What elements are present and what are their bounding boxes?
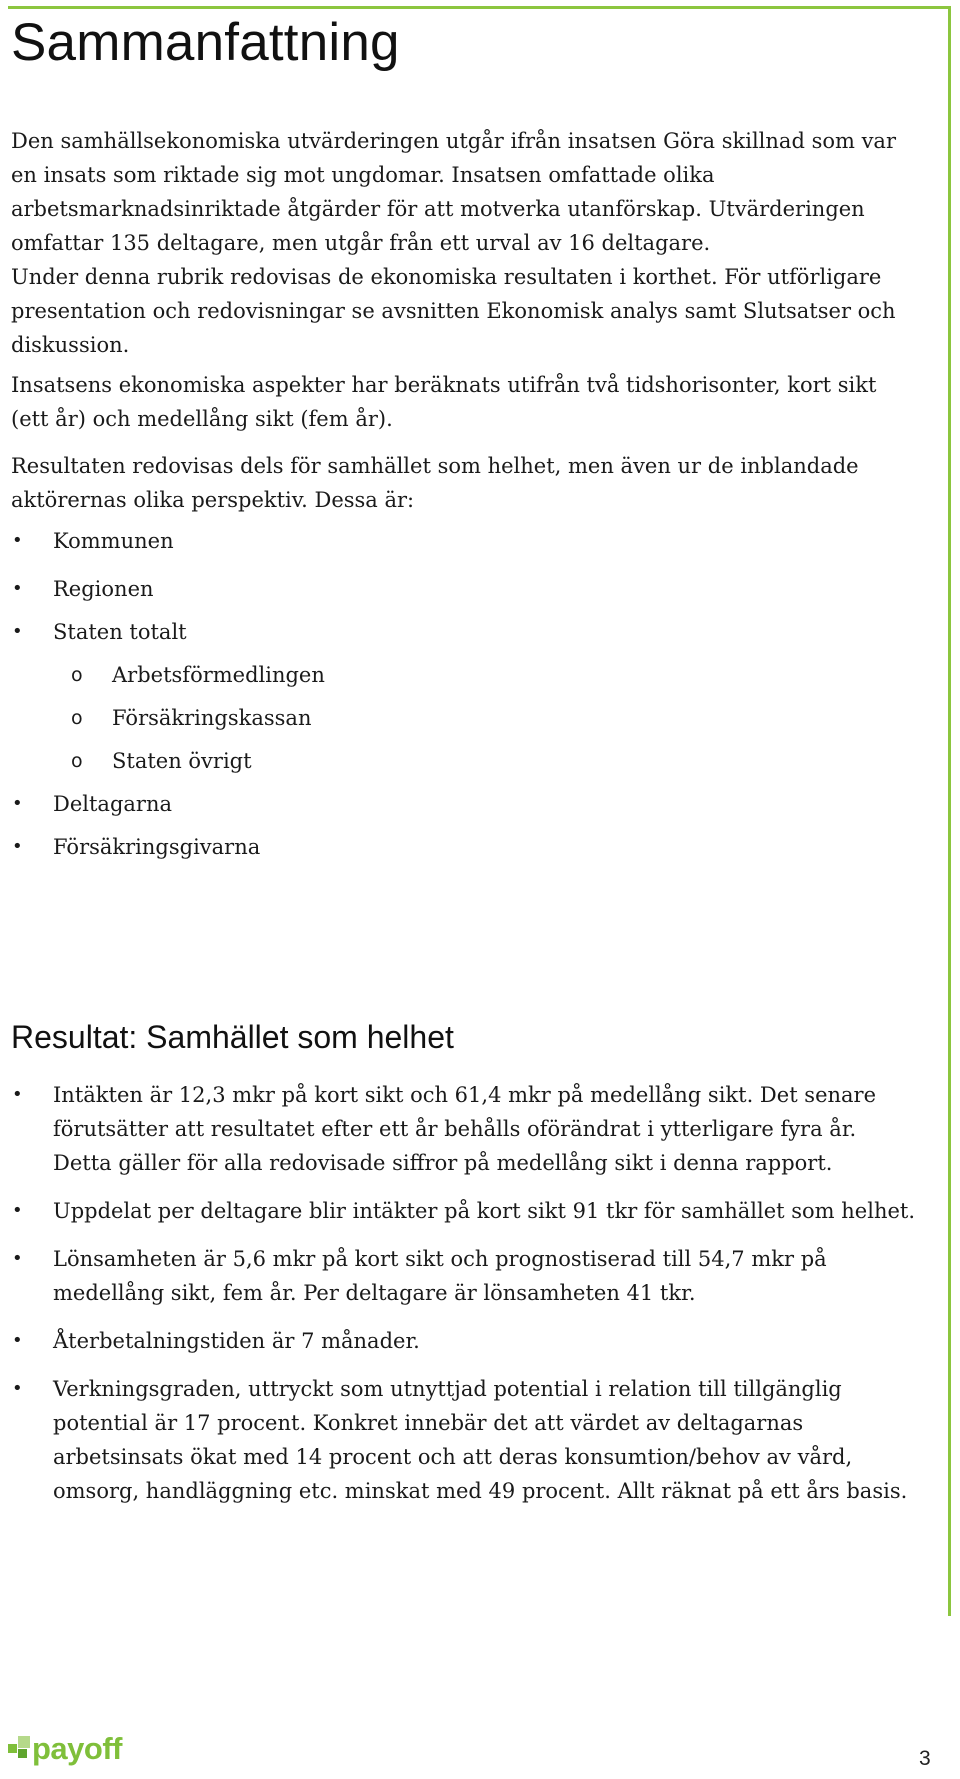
bullet-icon: • bbox=[12, 1084, 23, 1105]
results-list bbox=[11, 1078, 916, 1508]
list-item bbox=[11, 615, 931, 649]
page-border-top bbox=[8, 6, 951, 9]
list-item-label: Försäkringsgivarna bbox=[53, 835, 261, 859]
bullet-icon: • bbox=[12, 1330, 23, 1351]
list-item bbox=[11, 1078, 916, 1180]
list-item-label: Försäkringskassan bbox=[112, 706, 312, 730]
bullet-icon: • bbox=[12, 793, 23, 814]
list-item-label: Arbetsförmedlingen bbox=[112, 663, 325, 687]
page-number: 3 bbox=[919, 1747, 931, 1770]
list-item bbox=[11, 658, 931, 692]
list-item bbox=[11, 1194, 916, 1228]
list-item-label: Återbetalningstiden är 7 månader. bbox=[53, 1329, 420, 1353]
list-item bbox=[11, 572, 931, 606]
list-item-label: Kommunen bbox=[53, 529, 174, 553]
payoff-logo bbox=[8, 1728, 122, 1764]
list-item bbox=[11, 830, 931, 864]
page-border-right bbox=[948, 6, 951, 1616]
bullet-icon: • bbox=[12, 621, 23, 642]
list-item bbox=[11, 1372, 916, 1508]
list-item-label: Intäkten är 12,3 mkr på kort sikt och 61,4 mkr på medellång sikt. Det senare förutsätter att resultatet efter ett år behålls oförändrat i ytterligare fyra år. Detta gäller för alla redovisade siffror på medellång sikt i denna rapport. bbox=[53, 1083, 877, 1175]
list-item-label: Verkningsgraden, uttryckt som utnyttjad potential i relation till tillgänglig potential är 17 procent. Konkret innebär det att värdet av deltagarnas arbetsinsats ökat med 14 procent och att deras konsumtion/behov av vård, omsorg, handläggning etc. minskat med 49 procent. Allt räknat på ett års basis. bbox=[53, 1377, 908, 1503]
section-heading: Resultat: Samhället som helhet bbox=[11, 1019, 454, 1055]
sub-bullet-icon: o bbox=[71, 664, 83, 686]
time-horizon-paragraph: Insatsens ekonomiska aspekter har beräknats utifrån två tidshorisonter, kort sikt (ett år) och medellång sikt (fem år). bbox=[11, 373, 877, 431]
sub-bullet-icon: o bbox=[71, 750, 83, 772]
sub-bullet-icon: o bbox=[71, 707, 83, 729]
bullet-icon: • bbox=[12, 836, 23, 857]
list-item-label: Deltagarna bbox=[53, 792, 172, 816]
bullet-icon: • bbox=[12, 1200, 23, 1221]
bullet-icon: • bbox=[12, 530, 23, 551]
list-item bbox=[11, 744, 931, 778]
bullet-icon: • bbox=[12, 1248, 23, 1269]
bullet-icon: • bbox=[12, 578, 23, 599]
bullet-icon: • bbox=[12, 1378, 23, 1399]
list-item bbox=[11, 524, 931, 558]
list-item bbox=[11, 1242, 916, 1310]
intro-paragraph: Den samhällsekonomiska utvärderingen utgår ifrån insatsen Göra skillnad som var en insats som riktade sig mot ungdomar. Insatsen omfattade olika arbetsmarknadsinriktade åtgärder för att motverka utanförskap. Utvärderingen omfattar 135 deltagare, men utgår från ett urval av 16 deltagare. bbox=[11, 129, 896, 255]
list-item bbox=[11, 701, 931, 735]
list-item-label: Lönsamheten är 5,6 mkr på kort sikt och prognostiserad till 54,7 mkr på medellång sikt, fem år. Per deltagare är lönsamheten 41 tkr. bbox=[53, 1247, 827, 1305]
actor-list bbox=[11, 524, 931, 864]
list-item-label: Staten övrigt bbox=[112, 749, 252, 773]
list-item-label: Staten totalt bbox=[53, 620, 187, 644]
list-item-label: Uppdelat per deltagare blir intäkter på kort sikt 91 tkr för samhället som helhet. bbox=[53, 1199, 916, 1223]
page-title: Sammanfattning bbox=[11, 13, 400, 72]
logo-mark-icon bbox=[8, 1736, 30, 1764]
list-item bbox=[11, 1324, 916, 1358]
logo-text: payoff bbox=[32, 1731, 122, 1766]
list-item bbox=[11, 787, 931, 821]
summary-paragraph: Under denna rubrik redovisas de ekonomiska resultaten i korthet. För utförligare presentation och redovisningar se avsnitten Ekonomisk analys samt Slutsatser och diskussion. bbox=[11, 265, 896, 357]
perspectives-paragraph: Resultaten redovisas dels för samhället som helhet, men även ur de inblandade aktörernas olika perspektiv. Dessa är: bbox=[11, 454, 859, 512]
list-item-label: Regionen bbox=[53, 577, 154, 601]
